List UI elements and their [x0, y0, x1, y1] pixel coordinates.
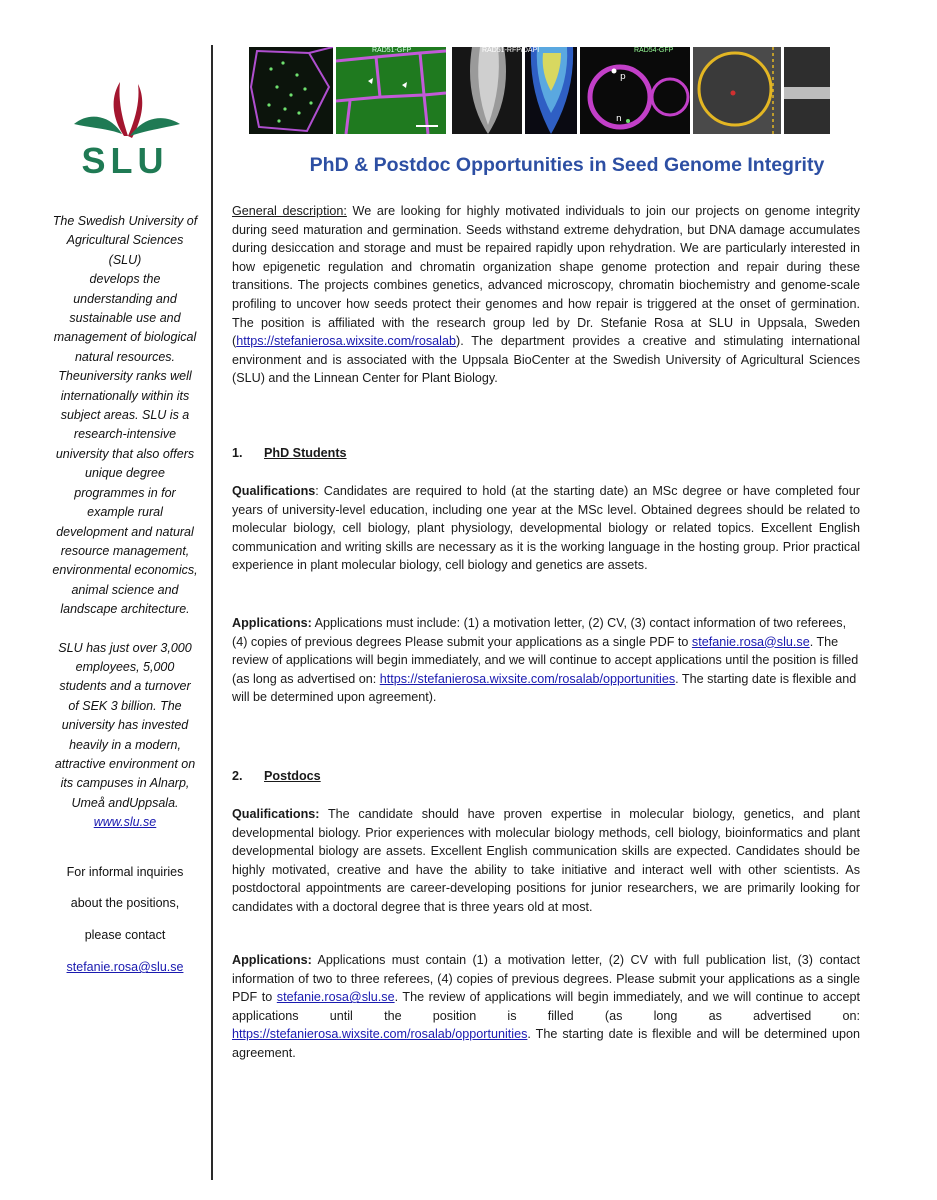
general-description-text-1: We are looking for highly motivated individuals to join our projects on genome integrity during seed maturation and germination. Seeds withstand extreme dehydration, but DNA damage accumulates during desiccation and storage and must be repaired rapidly upon rehydration. We are particularly interested in how epigenetic regulation and chromatin organization shape genome protection and repair during these transitions. The projects combines genetics, advanced microscopy, chromatin biochemistry and genome-scale profiling to uncover how seeds protect their genomes and how repair is triggered at the onset of germination. The position is affiliated with the research group led by Dr. Stefanie Rosa at SLU in Uppsala, Sweden ( [232, 204, 860, 349]
contact-block [20, 850, 230, 990]
sidebar [0, 0, 211, 1200]
about-text [20, 212, 230, 833]
general-description-text-2: ). The department provides a creative and stimulating international environment and is associated with the Uppsala BioCenter at the Swedish University of Agricultural Sciences (SLU) and the Linnean Center for Plant Biology. [232, 334, 860, 386]
general-description-heading: General description: [232, 204, 347, 218]
nucleus-marker-label: n [616, 114, 622, 124]
about-line: resource management, [60, 543, 190, 558]
phd-applications-text-1: Applications must include: (1) a motivation letter, (2) CV, (3) contact information of two referees, (4) copies of previous degrees Please submit your applications as a single PDF to [232, 616, 847, 649]
about-line: Agricultural Sciences [66, 233, 184, 248]
phd-applications-label: Applications: [232, 616, 312, 630]
microscopy-image-1 [249, 47, 333, 134]
postdoc-qualifications-label: Qualifications: [232, 807, 320, 821]
postdoc-opportunities-link[interactable]: https://stefanierosa.wixsite.com/rosalab/opportunities [232, 1027, 528, 1042]
about-line: develops the [89, 272, 161, 287]
about-line: example rural [87, 505, 163, 520]
about-line: The Swedish University of [52, 214, 198, 228]
postdoc-section-heading [232, 767, 860, 786]
stats-line: its campuses in Alnarp, [60, 776, 190, 791]
about-line: landscape architecture. [60, 602, 190, 617]
stats-line: Umeå andUppsala. [71, 795, 179, 810]
stats-line: attractive environment on [54, 756, 196, 771]
postdoc-applications [232, 951, 860, 1063]
postdoc-qualifications-text: The candidate should have proven expertise in molecular biology, genetics, and plant developmental biology. Prior experiences with molecular biology methods, cell biology, bioinformatics and plant developmental biology are assets. Excellent English communication skills are expected. Candidates should be highly motivated, creative and have the ability to take initiative and interact well with other scientists. As postdoctoral appointments are career-developing positions for junior researchers, we are primarily looking for candidates with a doctoral degree that is three years old at most. [232, 807, 860, 914]
general-description [232, 202, 860, 388]
microscopy-image-7 [784, 47, 830, 134]
contact-line: please contact [84, 928, 166, 943]
microscopy-image-3 [452, 47, 522, 134]
about-line: environmental economics, [52, 563, 198, 578]
phd-section-number: 1. [232, 446, 243, 460]
about-line: programmes in for [74, 485, 176, 500]
phd-qualifications-text: : Candidates are required to hold (at the starting date) an MSc degree or have completed four years of university-level education, including one year at the MSc level. Obtained degrees should be related to molecular biology, cell biology, plant physiology, developmental biology or related topics. Excellent English communication and writing skills are necessary as it is the working language in the hosting group. Prior practical experience in plant molecular biology, cell biology and genetics are assets. [232, 484, 860, 573]
microscopy-image-strip [249, 47, 830, 134]
nucleolus-marker-label: p [620, 72, 626, 82]
stats-line: SLU has just over 3,000 [58, 640, 192, 655]
phd-email-link[interactable]: stefanie.rosa@slu.se [691, 634, 810, 649]
phd-section-title: PhD Students [264, 446, 347, 460]
about-line: research-intensive [73, 427, 177, 442]
image-label-2: RAD51-RFP/DAPI [482, 47, 540, 54]
stats-line: employees, 5,000 [75, 659, 175, 674]
stats-line: university has invested [61, 718, 189, 733]
postdoc-applications-text-1: Applications must contain (1) a motivation letter, (2) CV with full publication list, (3) contact information of two to three referees, (4) copies of previous degrees. Please submit your applications as a single PDF to [232, 953, 860, 1005]
about-line: sustainable use and [69, 311, 181, 326]
about-line: Theuniversity ranks well [58, 369, 192, 384]
stats-line: of SEK 3 billion. The [68, 698, 182, 713]
website-link[interactable]: www.slu.se [93, 815, 157, 830]
postdoc-email-link[interactable]: stefanie.rosa@slu.se [276, 990, 395, 1005]
contact-line: about the positions, [70, 896, 180, 911]
microscopy-image-5 [580, 47, 690, 134]
stats-line: heavily in a modern, [69, 737, 181, 752]
vertical-divider [211, 45, 213, 1180]
image-label-3: RAD54-GFP [634, 47, 674, 54]
microscopy-image-2 [336, 47, 446, 134]
postdoc-applications-text-3: . The starting date is flexible and will be determined upon agreement. [232, 1027, 860, 1060]
phd-opportunities-link[interactable]: https://stefanierosa.wixsite.com/rosalab/opportunities [379, 671, 676, 686]
logo-text: SLU [81, 140, 169, 181]
about-line: animal science and [71, 582, 179, 597]
postdoc-section-number: 2. [232, 769, 243, 783]
about-line: unique degree [85, 466, 165, 481]
about-line: understanding and [73, 291, 177, 306]
phd-qualifications [232, 482, 860, 575]
stats-line: students and a turnover [59, 679, 191, 694]
about-line: subject areas. SLU is a [60, 408, 190, 423]
postdoc-section-title: Postdocs [264, 769, 321, 783]
postdoc-applications-label: Applications: [232, 953, 312, 967]
phd-applications [232, 614, 860, 707]
rosalab-link[interactable]: https://stefanierosa.wixsite.com/rosalab [236, 334, 456, 349]
postdoc-qualifications [232, 805, 860, 917]
about-line: development and natural [56, 524, 194, 539]
about-line: (SLU) [108, 252, 142, 267]
about-line: management of biological [53, 330, 197, 345]
phd-qualifications-label: Qualifications [232, 484, 316, 498]
contact-line: For informal inquiries [66, 864, 184, 879]
page-title: PhD & Postdoc Opportunities in Seed Genome Integrity [309, 154, 825, 176]
microscopy-image-4 [525, 47, 577, 134]
postdoc-applications-text-2: . The review of applications will begin immediately, and we will continue to accept applications until the position is filled (as long as advertised on: [232, 990, 860, 1023]
about-line: natural resources. [74, 349, 176, 364]
about-line: university that also offers [55, 446, 195, 461]
phd-applications-text-3: . The starting date is flexible and will be determined upon agreement). [232, 671, 857, 705]
contact-email-link[interactable]: stefanie.rosa@slu.se [66, 960, 184, 975]
about-line: internationally within its [60, 388, 190, 403]
image-label-1: RAD51-GFP [372, 47, 412, 54]
microscopy-image-6 [693, 47, 781, 134]
phd-section-heading [232, 444, 860, 463]
phd-applications-text-2: . The review of applications will begin immediately, and we will continue to accept applications until the position is filled (as long as advertised on: [232, 634, 859, 686]
